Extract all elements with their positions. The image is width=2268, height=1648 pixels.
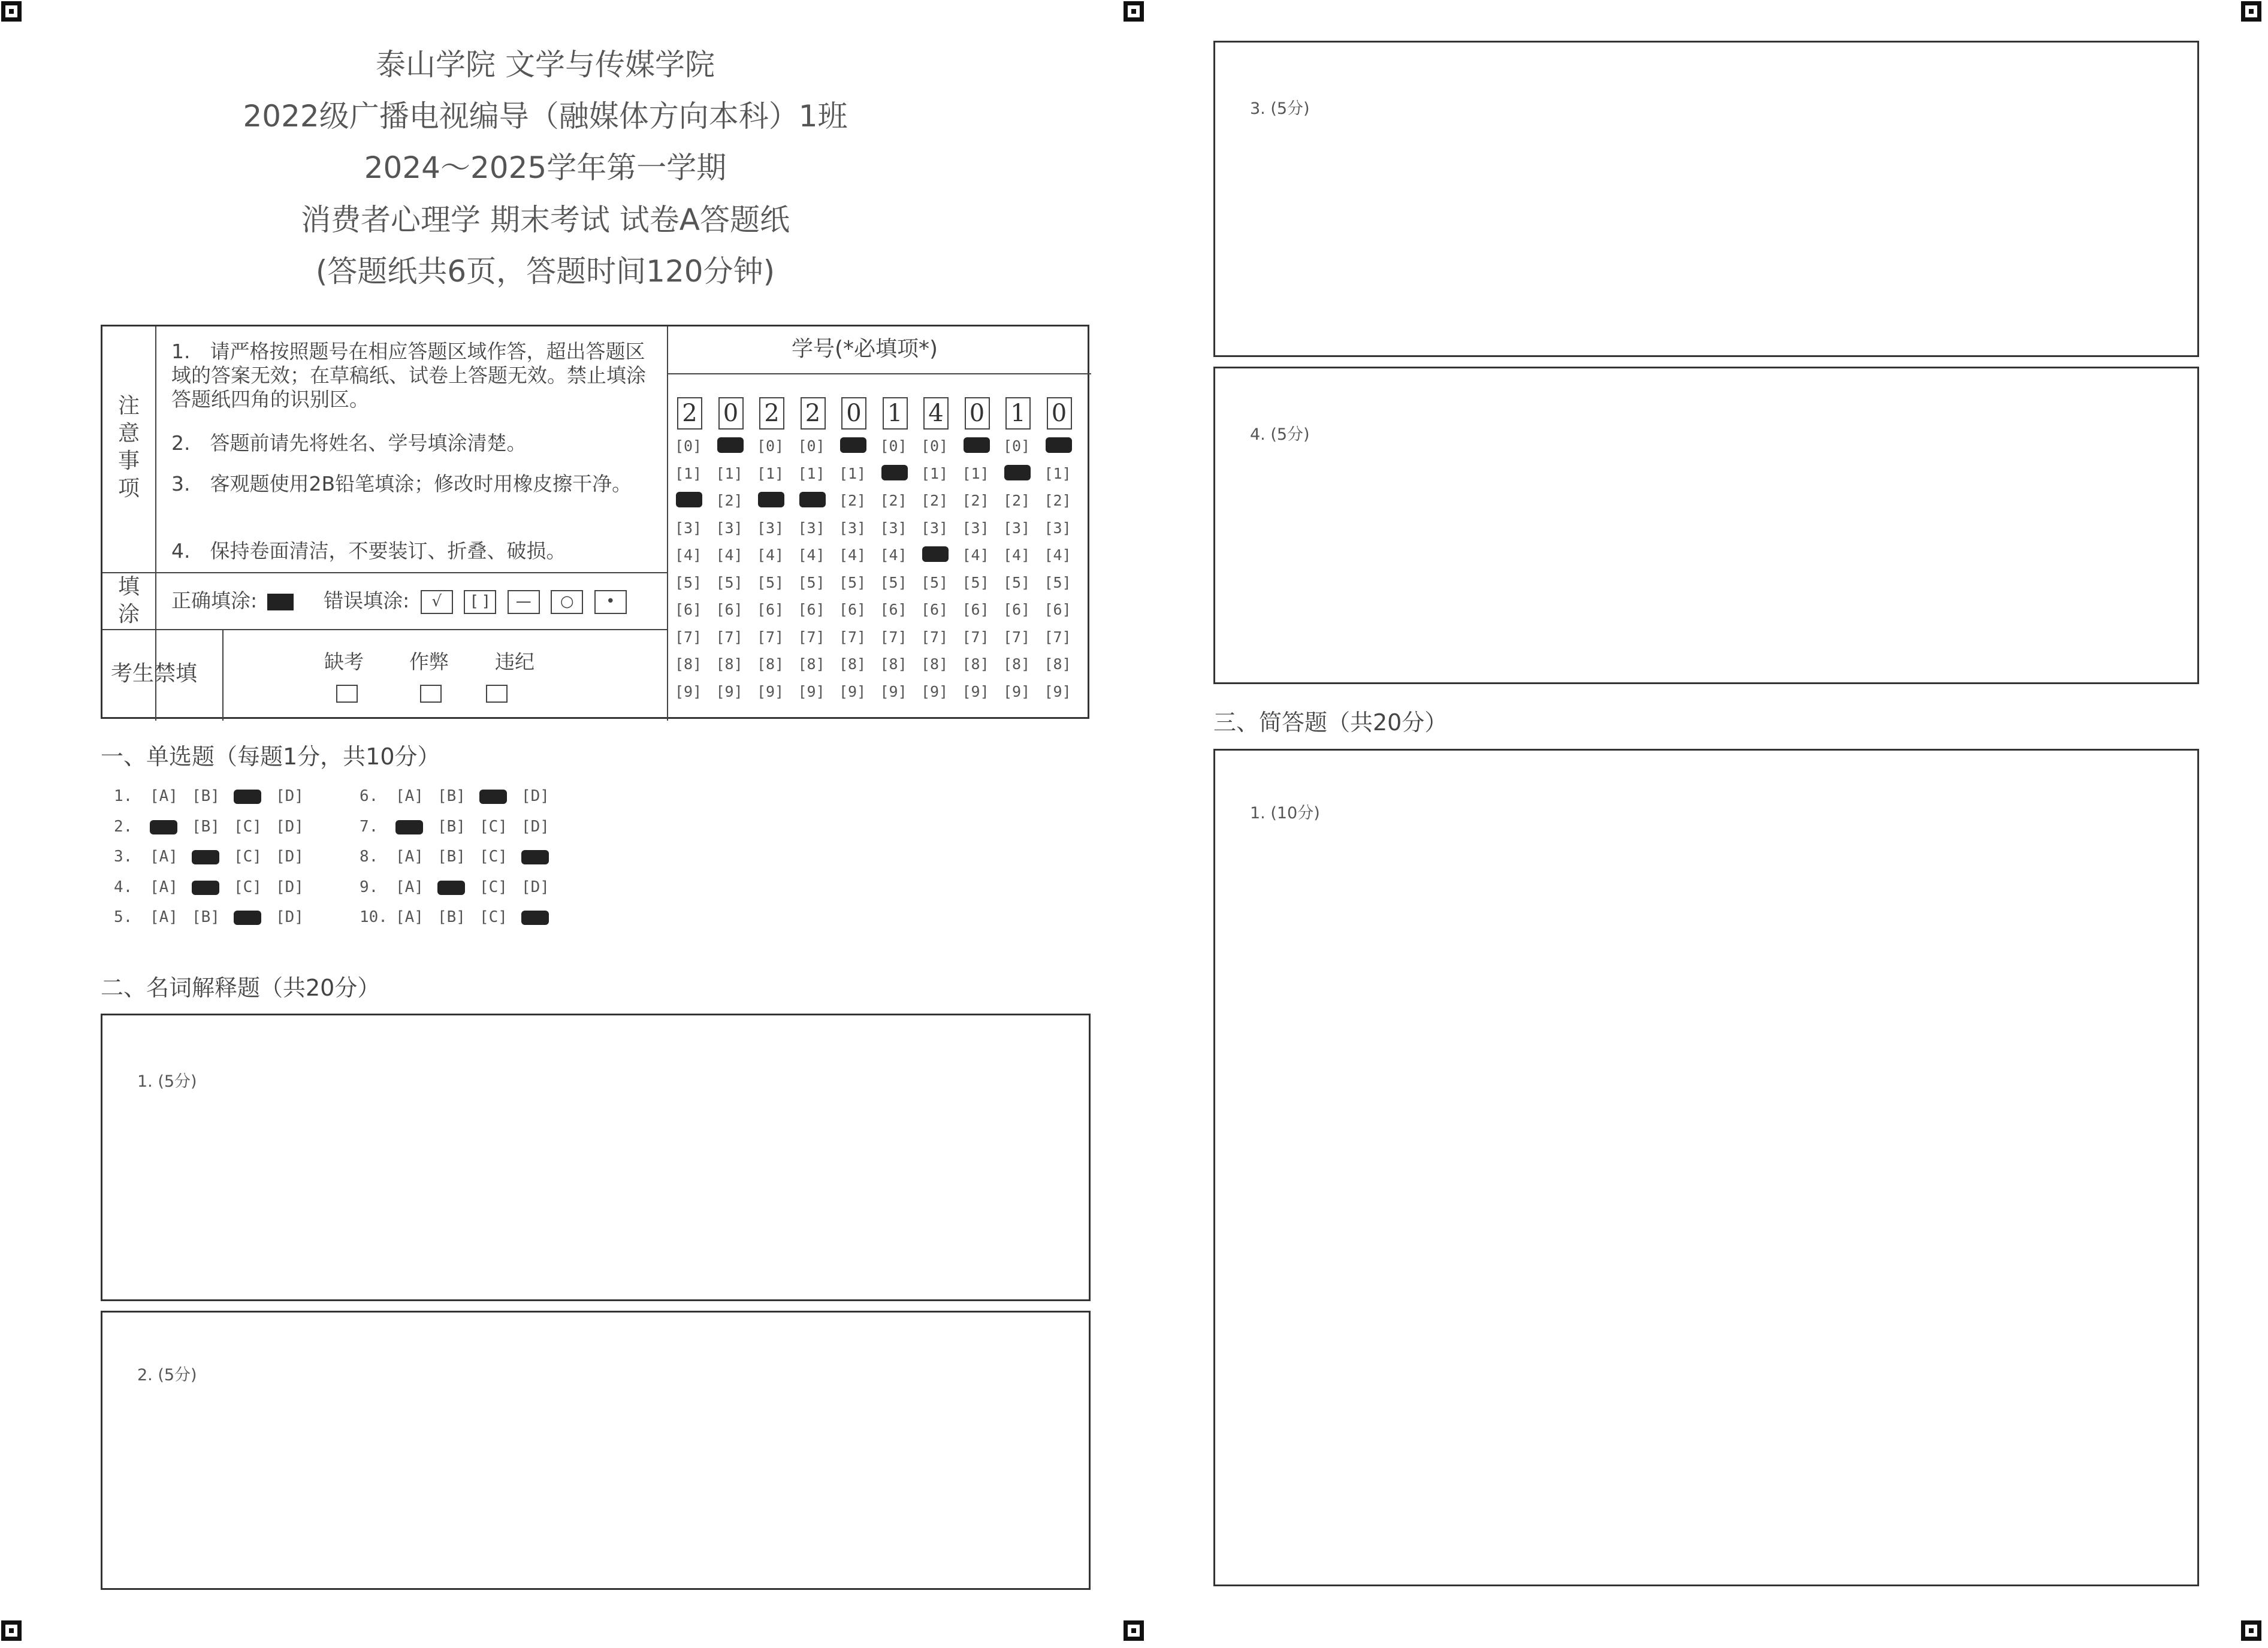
mc-option[interactable]: [D] [521,787,549,805]
student-id-bubble[interactable]: [6] [757,601,784,618]
mc-option[interactable]: [B] [437,848,466,866]
student-id-digit[interactable]: 1 [1005,397,1031,430]
question-label: 1. (10分) [1250,804,1320,823]
student-id-bubble[interactable]: [0] [921,437,949,455]
student-id-digit[interactable]: 2 [677,397,702,430]
mc-option[interactable]: [A] [395,908,424,926]
student-id-bubble[interactable]: [5] [715,573,743,591]
student-id-bubble[interactable]: [3] [798,519,825,537]
mc-option[interactable]: [C] [234,817,262,836]
student-id-bubble[interactable]: [3] [839,519,866,537]
student-id-bubble[interactable]: [8] [1044,655,1071,673]
student-id-digit[interactable]: 0 [841,397,866,430]
student-id-bubble[interactable]: [0] [880,437,907,455]
student-id-bubble[interactable]: [3] [921,519,949,537]
notice-item: 1. 请严格按照题号在相应答题区域作答，超出答题区域的答案无效；在草稿纸、试卷上答题无效。禁止填涂答题纸四角的识别区。 [171,340,646,411]
mc-option[interactable]: [B] [437,908,466,926]
student-id-bubble[interactable]: [7] [962,628,989,646]
student-id-bubble[interactable]: [8] [757,655,784,673]
class-name: 2022级广播电视编导（融媒体方向本科）1班 [243,99,848,134]
student-id-bubble[interactable]: [4] [675,546,702,564]
student-id-digit[interactable]: 1 [883,397,908,430]
notice-item: 4. 保持卷面清洁，不要装订、折叠、破损。 [171,539,566,563]
mc-option-filled[interactable] [521,850,549,864]
student-id-bubble[interactable]: [7] [1044,628,1071,646]
mc-option[interactable]: [B] [192,787,220,805]
student-id-bubble[interactable]: [5] [839,573,866,591]
student-id-bubble[interactable]: [0] [1003,437,1031,455]
corner-marker [1,1,22,22]
mc-question-number: 9. [360,878,379,896]
student-id-bubble[interactable]: [4] [1044,546,1071,564]
corner-marker [2241,1620,2261,1641]
status-violation-checkbox[interactable] [486,685,508,703]
mc-option[interactable]: [D] [276,878,304,896]
mc-option-filled[interactable] [437,881,465,895]
student-id-bubble[interactable]: [0] [675,437,702,455]
wrong-fill-example: ○ [551,590,583,614]
fill-label: 填涂 [117,574,140,627]
student-id-bubble[interactable]: [8] [675,655,702,673]
student-id-bubble-filled[interactable] [676,492,702,507]
mc-option[interactable]: [D] [521,817,549,836]
question-label: 3. (5分) [1250,99,1310,118]
student-id-bubble[interactable]: [5] [962,573,989,591]
answer-box-q3-1[interactable] [1213,749,2199,1586]
student-id-bubble[interactable]: [1] [921,464,949,482]
student-id-bubble[interactable]: [8] [715,655,743,673]
answer-box-q2-3[interactable] [1213,41,2199,357]
mc-option[interactable]: [C] [479,848,508,866]
mc-option[interactable]: [A] [150,908,178,926]
section2-title: 二、名词解释题（共20分） [101,975,380,1001]
student-id-bubble[interactable]: [6] [675,601,702,618]
question-label: 2. (5分) [137,1366,197,1384]
student-id-bubble[interactable]: [6] [839,601,866,618]
mc-option[interactable]: [B] [192,908,220,926]
correct-fill-label: 正确填涂: [171,589,258,612]
mc-option-filled[interactable] [234,911,261,925]
student-id-bubble[interactable]: [4] [715,546,743,564]
student-id-bubble[interactable]: [7] [921,628,949,646]
status-cheat-checkbox[interactable] [420,685,442,703]
student-id-bubble[interactable]: [8] [1003,655,1031,673]
mc-option[interactable]: [C] [479,878,508,896]
student-id-bubble[interactable]: [9] [715,682,743,700]
student-id-bubble[interactable]: [6] [1003,601,1031,618]
mc-option-filled[interactable] [521,911,549,925]
student-id-bubble[interactable]: [7] [880,628,907,646]
student-id-digit[interactable]: 2 [759,397,784,430]
corner-marker [1124,1620,1144,1641]
student-id-bubble[interactable]: [3] [715,519,743,537]
mc-question-number: 5. [114,908,133,926]
student-id-bubble[interactable]: [9] [839,682,866,700]
status-cheat-label: 作弊 [409,650,449,673]
student-id-digit[interactable]: 2 [801,397,826,430]
student-id-bubble[interactable]: [7] [839,628,866,646]
answer-box-q2-4[interactable] [1213,367,2199,684]
student-id-bubble[interactable]: [6] [962,601,989,618]
mc-option-filled[interactable] [192,850,219,864]
student-id-bubble[interactable]: [8] [798,655,825,673]
student-id-digit[interactable]: 0 [965,397,990,430]
info-table [101,325,1089,719]
semester: 2024～2025学年第一学期 [364,150,727,185]
student-id-bubble-filled[interactable] [922,546,949,562]
student-id-bubble[interactable]: [7] [798,628,825,646]
mc-option-filled[interactable] [192,881,219,895]
wrong-fill-example: √ [421,590,453,614]
mc-option[interactable]: [C] [234,848,262,866]
mc-question-number: 4. [114,878,133,896]
student-id-bubble[interactable]: [5] [1044,573,1071,591]
student-id-bubble[interactable]: [6] [715,601,743,618]
student-id-bubble[interactable]: [1] [675,464,702,482]
student-id-bubble[interactable]: [1] [839,464,866,482]
school-name: 泰山学院 文学与传媒学院 [376,47,715,82]
section3-title: 三、简答题（共20分） [1213,709,1448,736]
student-id-bubble[interactable]: [1] [757,464,784,482]
student-id-bubble[interactable]: [6] [921,601,949,618]
student-id-bubble[interactable]: [3] [1044,519,1071,537]
student-id-bubble[interactable]: [9] [798,682,825,700]
notice-label: 注意事项 [117,394,140,501]
notice-item: 2. 答题前请先将姓名、学号填涂清楚。 [171,431,527,455]
mc-option[interactable]: [B] [437,817,466,836]
student-id-bubble[interactable]: [5] [921,573,949,591]
student-id-bubble-filled[interactable] [1046,437,1072,453]
student-id-bubble[interactable]: [9] [757,682,784,700]
student-id-bubble[interactable]: [2] [1003,492,1031,509]
mc-option[interactable]: [A] [395,878,424,896]
student-id-bubble-filled[interactable] [758,492,784,507]
corner-marker [2241,1,2261,22]
answer-box-q2-2[interactable] [101,1311,1091,1590]
student-id-bubble[interactable]: [4] [962,546,989,564]
student-id-bubble[interactable]: [2] [880,492,907,509]
student-id-bubble[interactable]: [8] [839,655,866,673]
student-id-bubble[interactable]: [3] [962,519,989,537]
status-absent-checkbox[interactable] [336,685,358,703]
student-id-bubble[interactable]: [1] [798,464,825,482]
exam-status-label: 考生禁填 [111,661,198,686]
mc-question-number: 8. [360,848,379,866]
student-id-bubble-filled[interactable] [717,437,744,453]
student-id-bubble[interactable]: [5] [798,573,825,591]
mc-option[interactable]: [D] [276,787,304,805]
section1-title: 一、单选题（每题1分，共10分） [101,743,440,770]
student-id-bubble[interactable]: [1] [1044,464,1071,482]
mc-question-number: 1. [114,787,133,805]
mc-question-number: 6. [360,787,379,805]
student-id-bubble[interactable]: [9] [1044,682,1071,700]
student-id-bubble[interactable]: [9] [1003,682,1031,700]
student-id-bubble[interactable]: [9] [675,682,702,700]
student-id-bubble[interactable]: [4] [757,546,784,564]
student-id-bubble[interactable]: [4] [1003,546,1031,564]
mc-option-filled[interactable] [395,820,423,834]
mc-option[interactable]: [A] [395,787,424,805]
mc-option[interactable]: [C] [234,878,262,896]
mc-option[interactable]: [D] [521,878,549,896]
student-id-bubble[interactable]: [7] [715,628,743,646]
student-id-bubble[interactable]: [3] [880,519,907,537]
student-id-bubble[interactable]: [2] [962,492,989,509]
student-id-bubble[interactable]: [5] [757,573,784,591]
wrong-fill-label: 错误填涂: [324,589,410,612]
wrong-fill-example: [ ] [464,590,496,614]
status-absent-label: 缺考 [324,650,364,673]
student-id-bubble[interactable]: [3] [757,519,784,537]
exam-title: 消费者心理学 期末考试 试卷A答题纸 [301,202,790,237]
student-id-bubble[interactable]: [8] [962,655,989,673]
student-id-bubble-filled[interactable] [964,437,990,453]
student-id-bubble[interactable]: [1] [962,464,989,482]
student-id-bubble[interactable]: [7] [1003,628,1031,646]
student-id-bubble[interactable]: [1] [715,464,743,482]
student-id-bubble[interactable]: [6] [880,601,907,618]
student-id-bubble[interactable]: [4] [880,546,907,564]
student-id-bubble[interactable]: [2] [715,492,743,509]
student-id-bubble[interactable]: [9] [921,682,949,700]
mc-option[interactable]: [C] [479,817,508,836]
student-id-bubble[interactable]: [5] [1003,573,1031,591]
correct-fill-mark [267,594,294,610]
student-id-bubble[interactable]: [9] [962,682,989,700]
student-id-digit[interactable]: 0 [718,397,744,430]
mc-option[interactable]: [C] [479,908,508,926]
student-id-bubble[interactable]: [4] [798,546,825,564]
student-id-bubble[interactable]: [0] [757,437,784,455]
student-id-bubble[interactable]: [3] [675,519,702,537]
student-id-bubble[interactable]: [7] [757,628,784,646]
mc-option[interactable]: [A] [150,878,178,896]
exam-info: (答题纸共6页，答题时间120分钟) [315,254,775,289]
mc-option[interactable]: [A] [150,848,178,866]
student-id-bubble[interactable]: [7] [675,628,702,646]
mc-option-filled[interactable] [479,790,507,804]
student-id-bubble[interactable]: [8] [921,655,949,673]
student-id-digit[interactable]: 0 [1047,397,1072,430]
question-label: 4. (5分) [1250,425,1310,444]
status-violation-label: 违纪 [495,650,534,673]
student-id-bubble[interactable]: [5] [880,573,907,591]
student-id-bubble[interactable]: [2] [839,492,866,509]
mc-option[interactable]: [A] [395,848,424,866]
mc-option[interactable]: [A] [150,787,178,805]
answer-box-q2-1[interactable] [101,1014,1091,1301]
wrong-fill-example: • [594,590,627,614]
mc-option[interactable]: [B] [192,817,220,836]
student-id-bubble[interactable]: [2] [1044,492,1071,509]
fill-example [171,589,663,614]
student-id-digit[interactable]: 4 [923,397,949,430]
student-id-bubble[interactable]: [9] [880,682,907,700]
mc-question-number: 10. [360,908,388,926]
question-label: 1. (5分) [137,1072,197,1091]
student-id-bubble-filled[interactable] [840,437,866,453]
mc-question-number: 3. [114,848,133,866]
student-id-bubble[interactable]: [3] [1003,519,1031,537]
notice-item: 3. 客观题使用2B铅笔填涂；修改时用橡皮擦干净。 [171,472,632,495]
student-id-bubble[interactable]: [6] [798,601,825,618]
corner-marker [1,1620,22,1641]
corner-marker [1124,1,1144,22]
mc-option[interactable]: [D] [276,908,304,926]
mc-option[interactable]: [D] [276,848,304,866]
student-id-bubble-filled[interactable] [1004,465,1031,480]
student-id-bubble[interactable]: [8] [880,655,907,673]
student-id-bubble[interactable]: [4] [839,546,866,564]
student-id-bubble-filled[interactable] [881,465,908,480]
mc-option-filled[interactable] [150,820,177,834]
wrong-fill-example: — [508,590,540,614]
student-id-bubble[interactable]: [5] [675,573,702,591]
student-id-bubble-filled[interactable] [799,492,826,507]
student-id-bubble[interactable]: [6] [1044,601,1071,618]
mc-option[interactable]: [D] [276,817,304,836]
student-id-bubble[interactable]: [0] [798,437,825,455]
mc-question-number: 2. [114,817,133,836]
mc-question-number: 7. [360,817,379,836]
student-id-label: 学号(*必填项*) [792,337,938,361]
mc-option[interactable]: [B] [437,787,466,805]
mc-option-filled[interactable] [234,790,261,804]
student-id-bubble[interactable]: [2] [921,492,949,509]
